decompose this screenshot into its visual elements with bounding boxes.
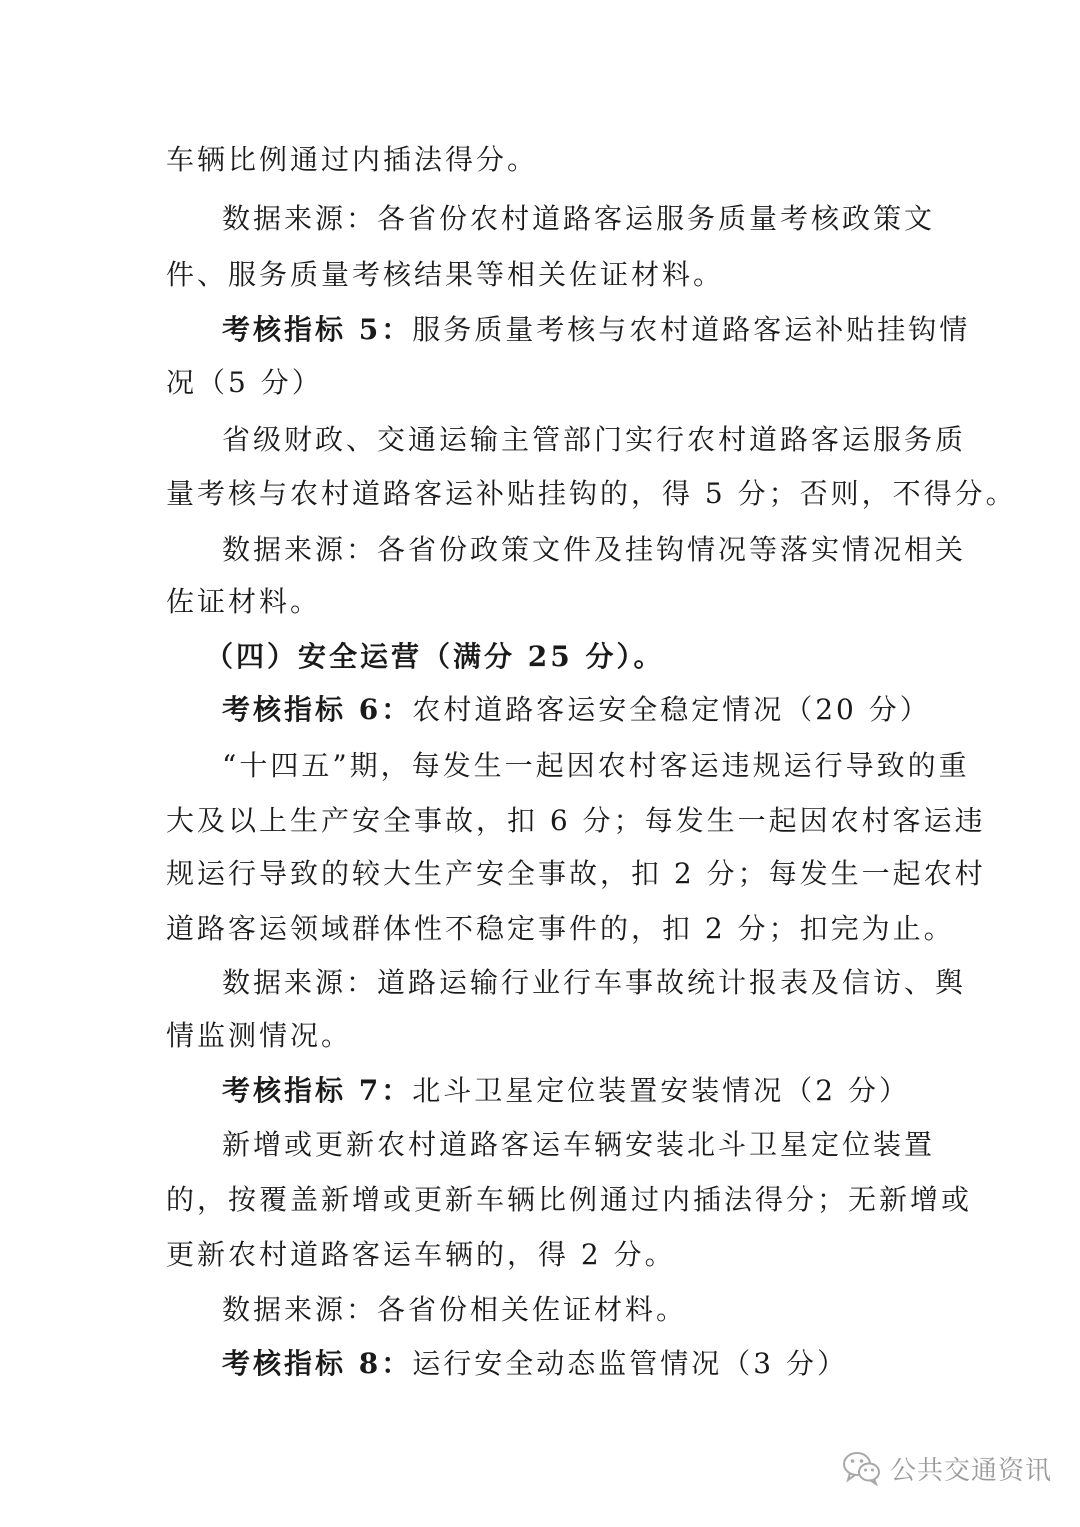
text-line: 件、服务质量考核结果等相关佐证材料。 <box>166 258 725 291</box>
indicator-5-heading <box>222 310 970 350</box>
text-line: 大及以上生产安全事故，扣 6 分；每发生一起因农村客运违 <box>166 804 986 837</box>
indicator-8-heading <box>222 1344 848 1384</box>
indicator-8-title: 运行安全动态监管情况（3 分） <box>412 1347 848 1380</box>
text-line: 数据来源：道路运输行业行车事故统计报表及信访、舆 <box>222 966 967 999</box>
text-line: 规运行导致的较大生产安全事故，扣 2 分；每发生一起农村 <box>166 857 986 890</box>
text-line: 数据来源：各省份农村道路客运服务质量考核政策文 <box>222 202 936 235</box>
text-line: 车辆比例通过内插法得分。 <box>166 143 539 176</box>
text-line: 佐证材料。 <box>166 585 322 618</box>
watermark-text: 公共交通资讯 <box>890 1455 1053 1486</box>
indicator-6-heading <box>222 690 931 730</box>
text-line: 的，按覆盖新增或更新车辆比例通过内插法得分；无新增或 <box>166 1183 973 1216</box>
section-heading: （四）安全运营（满分 25 分）。 <box>205 640 665 673</box>
indicator-6-title: 农村道路客运安全稳定情况（20 分） <box>412 693 931 726</box>
watermark <box>842 1446 1052 1490</box>
text-line: 数据来源：各省份相关佐证材料。 <box>222 1293 688 1326</box>
indicator-7-heading <box>222 1071 910 1111</box>
text-line: “十四五”期，每发生一起因农村客运违规运行导致的重 <box>222 749 970 782</box>
indicator-7-title: 北斗卫星定位装置安装情况（2 分） <box>412 1074 910 1107</box>
text-line: 情监测情况。 <box>166 1019 353 1052</box>
text-line: 道路客运领域群体性不稳定事件的，扣 2 分；扣完为止。 <box>166 912 955 945</box>
indicator-5-title: 服务质量考核与农村道路客运补贴挂钩情 <box>412 313 971 346</box>
indicator-6-label: 考核指标 6： <box>222 693 413 726</box>
text-line: 更新农村道路客运车辆的，得 2 分。 <box>166 1238 676 1271</box>
indicator-8-label: 考核指标 8： <box>222 1347 413 1380</box>
text-line: 数据来源：各省份政策文件及挂钩情况等落实情况相关 <box>222 533 967 566</box>
indicator-7-label: 考核指标 7： <box>222 1074 413 1107</box>
text-line: 新增或更新农村道路客运车辆安装北斗卫星定位装置 <box>222 1128 936 1161</box>
indicator-5-label: 考核指标 5： <box>222 313 413 346</box>
text-line: 省级财政、交通运输主管部门实行农村道路客运服务质 <box>222 423 967 456</box>
text-line: 况（5 分） <box>166 366 323 399</box>
text-line: 量考核与农村道路客运补贴挂钩的，得 5 分；否则，不得分。 <box>166 477 1017 510</box>
wechat-icon <box>842 1450 882 1486</box>
